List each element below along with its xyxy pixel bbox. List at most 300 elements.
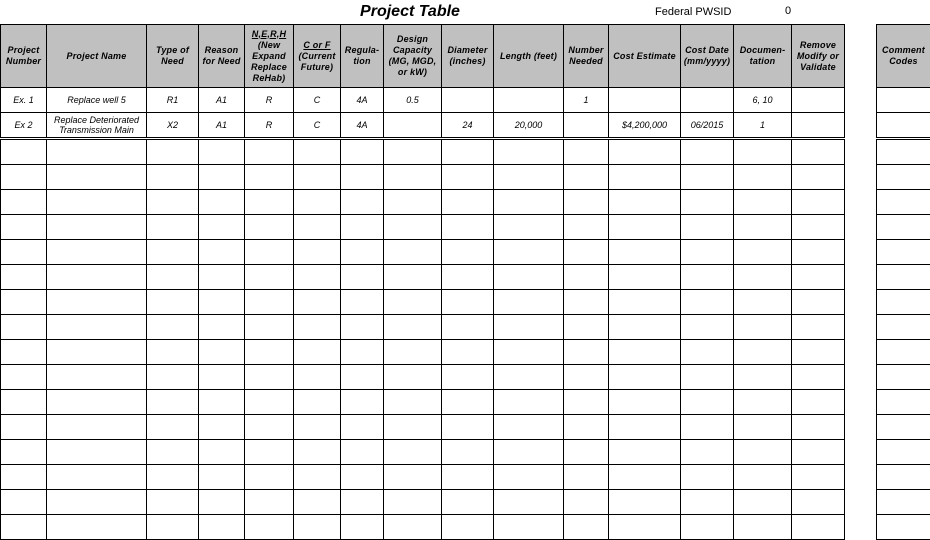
cell-cost-date[interactable] [681, 88, 734, 113]
cell-type-of-need[interactable] [147, 490, 199, 515]
cell-regulation[interactable] [341, 465, 384, 490]
cell-design-capacity[interactable] [384, 440, 442, 465]
cell-remove-modify-validate[interactable] [792, 365, 845, 390]
cell-reason-for-need[interactable] [199, 215, 245, 240]
cell-documentation[interactable] [734, 390, 792, 415]
cell-number-needed[interactable] [564, 315, 609, 340]
cell-documentation[interactable] [734, 315, 792, 340]
cell-length[interactable] [494, 465, 564, 490]
cell-cost-date[interactable] [681, 265, 734, 290]
cell-nerh[interactable] [245, 490, 294, 515]
cell-reason-for-need[interactable] [199, 415, 245, 440]
cell-type-of-need[interactable] [147, 465, 199, 490]
cell-nerh[interactable] [245, 440, 294, 465]
cell-nerh[interactable]: R [245, 88, 294, 113]
cell-length[interactable] [494, 315, 564, 340]
cell-project-name[interactable]: Replace Deteriorated Transmission Main [47, 113, 147, 139]
cell-project-name[interactable] [47, 240, 147, 265]
cell-design-capacity[interactable] [384, 415, 442, 440]
cell-number-needed[interactable] [564, 240, 609, 265]
cell-reason-for-need[interactable] [199, 465, 245, 490]
cell-comment-codes[interactable] [877, 290, 930, 315]
cell-length[interactable] [494, 215, 564, 240]
cell-cost-estimate[interactable] [609, 390, 681, 415]
cell-cost-date[interactable] [681, 440, 734, 465]
cell-design-capacity[interactable] [384, 215, 442, 240]
comment-row [877, 315, 930, 340]
cell-comment-codes[interactable] [877, 315, 930, 340]
cell-diameter[interactable] [442, 215, 494, 240]
cell-project-number[interactable]: Ex. 1 [1, 88, 47, 113]
cell-documentation[interactable] [734, 190, 792, 215]
cell-type-of-need[interactable] [147, 340, 199, 365]
cell-regulation[interactable] [341, 440, 384, 465]
cell-documentation[interactable] [734, 415, 792, 440]
cell-project-name[interactable] [47, 165, 147, 190]
cell-diameter[interactable] [442, 465, 494, 490]
cell-cost-estimate[interactable] [609, 340, 681, 365]
cell-reason-for-need[interactable] [199, 490, 245, 515]
cell-length[interactable]: 20,000 [494, 113, 564, 139]
cell-cost-estimate[interactable] [609, 265, 681, 290]
cell-remove-modify-validate[interactable] [792, 340, 845, 365]
cell-type-of-need[interactable] [147, 265, 199, 290]
cell-length[interactable] [494, 415, 564, 440]
cell-cost-estimate[interactable] [609, 365, 681, 390]
cell-nerh[interactable] [245, 290, 294, 315]
cell-regulation[interactable] [341, 365, 384, 390]
cell-cost-estimate[interactable] [609, 315, 681, 340]
cell-nerh[interactable] [245, 265, 294, 290]
cell-reason-for-need[interactable] [199, 390, 245, 415]
cell-type-of-need[interactable] [147, 390, 199, 415]
cell-cost-estimate[interactable] [609, 490, 681, 515]
cell-length[interactable] [494, 490, 564, 515]
cell-cf[interactable] [294, 290, 341, 315]
cell-comment-codes[interactable] [877, 415, 930, 440]
cell-cost-estimate[interactable]: $4,200,000 [609, 113, 681, 139]
cell-regulation[interactable] [341, 415, 384, 440]
cell-project-name[interactable] [47, 415, 147, 440]
nerh-new: New [261, 40, 280, 50]
cell-cost-date[interactable] [681, 465, 734, 490]
header-cf: C or F (Current Future) [294, 25, 341, 88]
cell-cost-date[interactable] [681, 390, 734, 415]
cell-regulation[interactable] [341, 190, 384, 215]
cell-project-number[interactable] [1, 415, 47, 440]
cell-diameter[interactable] [442, 415, 494, 440]
cell-nerh[interactable] [245, 240, 294, 265]
cell-reason-for-need[interactable] [199, 265, 245, 290]
cell-reason-for-need[interactable] [199, 315, 245, 340]
cell-reason-for-need[interactable]: A1 [199, 113, 245, 139]
cell-design-capacity[interactable] [384, 290, 442, 315]
cell-remove-modify-validate[interactable] [792, 165, 845, 190]
cell-reason-for-need[interactable] [199, 139, 245, 165]
cell-remove-modify-validate[interactable] [792, 515, 845, 540]
cell-diameter[interactable] [442, 190, 494, 215]
cell-nerh[interactable] [245, 340, 294, 365]
cell-design-capacity[interactable] [384, 190, 442, 215]
cell-diameter[interactable] [442, 340, 494, 365]
cell-diameter[interactable] [442, 290, 494, 315]
cell-cost-estimate[interactable] [609, 415, 681, 440]
cell-cf[interactable] [294, 490, 341, 515]
cell-length[interactable] [494, 265, 564, 290]
cell-project-number[interactable] [1, 215, 47, 240]
cell-remove-modify-validate[interactable] [792, 139, 845, 165]
cell-cost-date[interactable] [681, 165, 734, 190]
cell-design-capacity[interactable] [384, 340, 442, 365]
cell-number-needed[interactable] [564, 113, 609, 139]
cell-diameter[interactable] [442, 165, 494, 190]
cell-comment-codes[interactable] [877, 515, 930, 540]
cell-documentation[interactable] [734, 515, 792, 540]
cell-type-of-need[interactable] [147, 365, 199, 390]
cell-regulation[interactable] [341, 315, 384, 340]
cell-project-name[interactable] [47, 365, 147, 390]
cell-diameter[interactable] [442, 240, 494, 265]
comment-row [877, 88, 930, 113]
cell-cost-estimate[interactable] [609, 515, 681, 540]
cell-cost-date[interactable] [681, 365, 734, 390]
cell-diameter[interactable] [442, 315, 494, 340]
cell-cf[interactable] [294, 415, 341, 440]
cell-cost-estimate[interactable] [609, 440, 681, 465]
cell-regulation[interactable]: 4A [341, 88, 384, 113]
cell-documentation[interactable] [734, 240, 792, 265]
cell-reason-for-need[interactable] [199, 365, 245, 390]
cell-cost-estimate[interactable] [609, 465, 681, 490]
cell-number-needed[interactable] [564, 165, 609, 190]
cell-number-needed[interactable] [564, 440, 609, 465]
cell-diameter[interactable] [442, 265, 494, 290]
cell-comment-codes[interactable] [877, 88, 930, 113]
cell-nerh[interactable] [245, 315, 294, 340]
cell-cf[interactable] [294, 440, 341, 465]
cell-number-needed[interactable] [564, 215, 609, 240]
cell-length[interactable] [494, 290, 564, 315]
cell-project-number[interactable] [1, 390, 47, 415]
cell-project-name[interactable]: Replace well 5 [47, 88, 147, 113]
cell-project-number[interactable] [1, 315, 47, 340]
cell-project-name[interactable] [47, 290, 147, 315]
cell-project-number[interactable] [1, 340, 47, 365]
cell-regulation[interactable] [341, 215, 384, 240]
cell-cf[interactable] [294, 465, 341, 490]
cf-current: Current [302, 51, 336, 61]
cell-length[interactable] [494, 365, 564, 390]
cell-remove-modify-validate[interactable] [792, 490, 845, 515]
cell-nerh[interactable]: R [245, 113, 294, 139]
cell-cost-estimate[interactable] [609, 165, 681, 190]
cell-type-of-need[interactable] [147, 440, 199, 465]
cell-cf[interactable] [294, 139, 341, 165]
cell-nerh[interactable] [245, 390, 294, 415]
cell-project-name[interactable] [47, 190, 147, 215]
comment-row [877, 265, 930, 290]
cell-documentation[interactable] [734, 440, 792, 465]
cell-cost-date[interactable] [681, 215, 734, 240]
cell-remove-modify-validate[interactable] [792, 415, 845, 440]
cell-documentation[interactable]: 6, 10 [734, 88, 792, 113]
table-row [1, 340, 845, 365]
cell-project-name[interactable] [47, 515, 147, 540]
cell-project-number[interactable] [1, 440, 47, 465]
cell-regulation[interactable] [341, 490, 384, 515]
cell-cost-date[interactable] [681, 240, 734, 265]
cell-type-of-need[interactable] [147, 415, 199, 440]
cell-type-of-need[interactable] [147, 139, 199, 165]
cell-regulation[interactable] [341, 390, 384, 415]
cell-project-number[interactable] [1, 465, 47, 490]
cell-diameter[interactable]: 24 [442, 113, 494, 139]
cell-regulation[interactable] [341, 165, 384, 190]
cell-regulation[interactable] [341, 139, 384, 165]
cell-cost-estimate[interactable] [609, 88, 681, 113]
cell-diameter[interactable] [442, 490, 494, 515]
cell-number-needed[interactable] [564, 265, 609, 290]
cell-project-name[interactable] [47, 265, 147, 290]
cell-remove-modify-validate[interactable] [792, 240, 845, 265]
cell-design-capacity[interactable] [384, 315, 442, 340]
cell-length[interactable] [494, 88, 564, 113]
cell-regulation[interactable] [341, 265, 384, 290]
cell-type-of-need[interactable] [147, 240, 199, 265]
cell-project-number[interactable] [1, 139, 47, 165]
cell-type-of-need[interactable] [147, 515, 199, 540]
cell-number-needed[interactable] [564, 139, 609, 165]
cell-reason-for-need[interactable] [199, 440, 245, 465]
cell-diameter[interactable] [442, 440, 494, 465]
cell-documentation[interactable] [734, 165, 792, 190]
cell-cost-date[interactable] [681, 415, 734, 440]
cell-regulation[interactable] [341, 340, 384, 365]
cell-comment-codes[interactable] [877, 440, 930, 465]
cell-design-capacity[interactable] [384, 390, 442, 415]
cell-comment-codes[interactable] [877, 465, 930, 490]
cell-cf[interactable] [294, 515, 341, 540]
cell-cf[interactable] [294, 190, 341, 215]
cell-comment-codes[interactable] [877, 113, 930, 139]
cell-documentation[interactable] [734, 465, 792, 490]
cell-length[interactable] [494, 340, 564, 365]
cell-diameter[interactable] [442, 365, 494, 390]
cell-design-capacity[interactable] [384, 515, 442, 540]
cell-type-of-need[interactable] [147, 190, 199, 215]
cell-length[interactable] [494, 139, 564, 165]
cell-project-number[interactable] [1, 240, 47, 265]
cell-number-needed[interactable] [564, 340, 609, 365]
cell-cost-date[interactable] [681, 515, 734, 540]
cell-project-name[interactable] [47, 315, 147, 340]
cell-diameter[interactable] [442, 139, 494, 165]
cell-length[interactable] [494, 240, 564, 265]
cell-comment-codes[interactable] [877, 240, 930, 265]
cell-comment-codes[interactable] [877, 139, 930, 165]
cell-type-of-need[interactable] [147, 215, 199, 240]
cell-number-needed[interactable] [564, 290, 609, 315]
cell-project-number[interactable] [1, 190, 47, 215]
cell-cost-estimate[interactable] [609, 139, 681, 165]
cell-nerh[interactable] [245, 165, 294, 190]
cell-design-capacity[interactable] [384, 265, 442, 290]
cell-regulation[interactable] [341, 515, 384, 540]
cell-documentation[interactable] [734, 490, 792, 515]
cell-documentation[interactable] [734, 215, 792, 240]
cell-project-name[interactable] [47, 215, 147, 240]
cell-design-capacity[interactable] [384, 139, 442, 165]
cell-nerh[interactable] [245, 365, 294, 390]
cell-reason-for-need[interactable] [199, 165, 245, 190]
cell-documentation[interactable] [734, 139, 792, 165]
cell-comment-codes[interactable] [877, 215, 930, 240]
cell-cost-date[interactable] [681, 340, 734, 365]
cell-project-number[interactable]: Ex 2 [1, 113, 47, 139]
cell-comment-codes[interactable] [877, 365, 930, 390]
cell-cost-date[interactable] [681, 190, 734, 215]
cell-project-name[interactable] [47, 465, 147, 490]
project-table [0, 24, 845, 540]
cell-cost-date[interactable] [681, 290, 734, 315]
cell-project-name[interactable] [47, 340, 147, 365]
cell-type-of-need[interactable]: R1 [147, 88, 199, 113]
cell-cost-estimate[interactable] [609, 240, 681, 265]
cell-cost-estimate[interactable] [609, 190, 681, 215]
cell-cf[interactable] [294, 340, 341, 365]
cell-nerh[interactable] [245, 215, 294, 240]
cell-number-needed[interactable] [564, 515, 609, 540]
cell-project-number[interactable] [1, 165, 47, 190]
cell-number-needed[interactable] [564, 365, 609, 390]
cell-cf[interactable]: C [294, 88, 341, 113]
cell-length[interactable] [494, 515, 564, 540]
cell-cf[interactable] [294, 265, 341, 290]
cell-cost-estimate[interactable] [609, 290, 681, 315]
cell-number-needed[interactable]: 1 [564, 88, 609, 113]
cell-type-of-need[interactable]: X2 [147, 113, 199, 139]
cell-reason-for-need[interactable] [199, 240, 245, 265]
cell-cost-date[interactable] [681, 490, 734, 515]
cell-cost-estimate[interactable] [609, 215, 681, 240]
cell-type-of-need[interactable] [147, 315, 199, 340]
cell-remove-modify-validate[interactable] [792, 290, 845, 315]
cell-design-capacity[interactable] [384, 113, 442, 139]
cell-type-of-need[interactable] [147, 290, 199, 315]
cell-cf[interactable] [294, 165, 341, 190]
cell-cf[interactable]: C [294, 113, 341, 139]
cell-project-name[interactable] [47, 440, 147, 465]
cell-remove-modify-validate[interactable] [792, 265, 845, 290]
cell-remove-modify-validate[interactable] [792, 190, 845, 215]
cell-project-name[interactable] [47, 390, 147, 415]
cell-remove-modify-validate[interactable] [792, 390, 845, 415]
cell-cost-date[interactable]: 06/2015 [681, 113, 734, 139]
cell-length[interactable] [494, 440, 564, 465]
cell-comment-codes[interactable] [877, 490, 930, 515]
cell-documentation[interactable] [734, 340, 792, 365]
cell-project-number[interactable] [1, 290, 47, 315]
cell-reason-for-need[interactable] [199, 340, 245, 365]
cell-regulation[interactable]: 4A [341, 113, 384, 139]
cell-diameter[interactable] [442, 515, 494, 540]
cell-design-capacity[interactable] [384, 490, 442, 515]
cell-remove-modify-validate[interactable] [792, 315, 845, 340]
cell-number-needed[interactable] [564, 465, 609, 490]
cell-reason-for-need[interactable] [199, 190, 245, 215]
cell-design-capacity[interactable] [384, 365, 442, 390]
cell-regulation[interactable] [341, 240, 384, 265]
page-title: Project Table [340, 3, 480, 21]
cell-documentation[interactable] [734, 265, 792, 290]
cell-cf[interactable] [294, 365, 341, 390]
cell-comment-codes[interactable] [877, 165, 930, 190]
cell-documentation[interactable] [734, 365, 792, 390]
cell-cost-date[interactable] [681, 315, 734, 340]
cell-length[interactable] [494, 165, 564, 190]
cell-diameter[interactable] [442, 390, 494, 415]
header-diameter: Diameter (inches) [442, 25, 494, 88]
cell-cf[interactable] [294, 215, 341, 240]
cell-project-name[interactable] [47, 139, 147, 165]
cell-remove-modify-validate[interactable] [792, 113, 845, 139]
cell-regulation[interactable] [341, 290, 384, 315]
cell-project-number[interactable] [1, 490, 47, 515]
cell-length[interactable] [494, 190, 564, 215]
cell-comment-codes[interactable] [877, 265, 930, 290]
cell-comment-codes[interactable] [877, 340, 930, 365]
cell-nerh[interactable] [245, 465, 294, 490]
cell-length[interactable] [494, 390, 564, 415]
cell-remove-modify-validate[interactable] [792, 440, 845, 465]
cell-type-of-need[interactable] [147, 165, 199, 190]
cell-number-needed[interactable] [564, 190, 609, 215]
cell-cf[interactable] [294, 315, 341, 340]
cell-nerh[interactable] [245, 139, 294, 165]
cell-diameter[interactable] [442, 88, 494, 113]
pwsid-value[interactable]: 0 [785, 5, 791, 17]
cell-number-needed[interactable] [564, 490, 609, 515]
cell-comment-codes[interactable] [877, 190, 930, 215]
cell-documentation[interactable] [734, 290, 792, 315]
cell-documentation[interactable]: 1 [734, 113, 792, 139]
cell-remove-modify-validate[interactable] [792, 465, 845, 490]
cell-design-capacity[interactable] [384, 165, 442, 190]
cell-remove-modify-validate[interactable] [792, 215, 845, 240]
cell-nerh[interactable] [245, 515, 294, 540]
cell-design-capacity[interactable]: 0.5 [384, 88, 442, 113]
cell-project-name[interactable] [47, 490, 147, 515]
cell-reason-for-need[interactable] [199, 290, 245, 315]
cell-cost-date[interactable] [681, 139, 734, 165]
cell-project-number[interactable] [1, 515, 47, 540]
cell-cf[interactable] [294, 390, 341, 415]
cell-nerh[interactable] [245, 190, 294, 215]
cell-number-needed[interactable] [564, 415, 609, 440]
cell-remove-modify-validate[interactable] [792, 88, 845, 113]
cell-nerh[interactable] [245, 415, 294, 440]
cell-cf[interactable] [294, 240, 341, 265]
cell-reason-for-need[interactable] [199, 515, 245, 540]
header-remove-modify-validate: Remove Modify or Validate [792, 25, 845, 88]
cell-comment-codes[interactable] [877, 390, 930, 415]
cell-reason-for-need[interactable]: A1 [199, 88, 245, 113]
cell-design-capacity[interactable] [384, 465, 442, 490]
cell-design-capacity[interactable] [384, 240, 442, 265]
cell-project-number[interactable] [1, 365, 47, 390]
cell-project-number[interactable] [1, 265, 47, 290]
cell-number-needed[interactable] [564, 390, 609, 415]
